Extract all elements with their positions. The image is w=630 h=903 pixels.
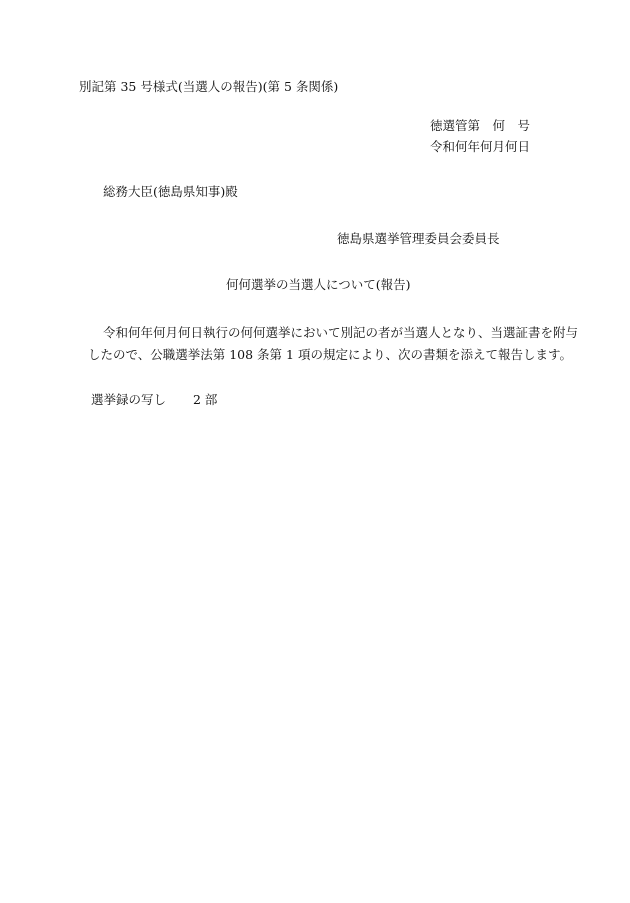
document-number: 徳選管第 何 号 xyxy=(430,118,531,133)
body-text-line-1: 令和何年何月何日執行の何何選挙において別記の者が当選人となり、当選証書を附与 xyxy=(103,325,579,340)
sender: 徳島県選挙管理委員会委員長 xyxy=(337,231,500,246)
enclosure-item: 選挙録の写し xyxy=(91,392,167,407)
document-title: 何何選挙の当選人について(報告) xyxy=(226,277,411,292)
addressee: 総務大臣(徳島県知事)殿 xyxy=(103,184,238,199)
body-text-line-2: したので、公職選挙法第 108 条第 1 項の規定により、次の書類を添えて報告します。 xyxy=(88,347,572,362)
document-date: 令和何年何月何日 xyxy=(430,139,531,154)
form-label: 別記第 35 号様式(当選人の報告)(第 5 条関係) xyxy=(79,79,339,94)
enclosure-quantity: 2 部 xyxy=(193,392,218,407)
